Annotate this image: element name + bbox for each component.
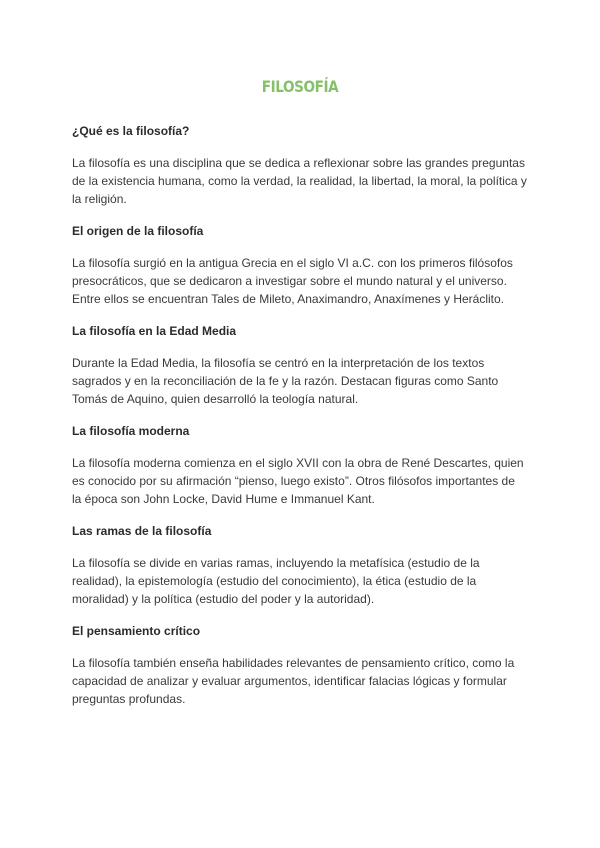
paragraph-line: La filosofía es una disciplina que se dedica a reflexionar sobre las grandes preguntas [72,156,525,170]
section-heading: La filosofía moderna [72,424,190,438]
section [72,622,542,708]
section-heading: El pensamiento crítico [72,624,201,638]
paragraph-line: La filosofía moderna comienza en el siglo XVII con la obra de René Descartes, quien [72,456,524,470]
paragraph-line: la religión. [72,192,127,206]
paragraph-line: presocráticos, que se dedicaron a investigar sobre el mundo natural y el universo. [72,274,507,288]
document-body [72,122,542,722]
document-title: FILOSOFÍA [261,77,339,96]
section-heading: El origen de la filosofía [72,224,204,238]
section-paragraph [72,154,542,208]
section-paragraph [72,354,542,408]
section-heading: La filosofía en la Edad Media [72,324,237,338]
section [72,522,542,608]
paragraph-line: Tomás de Aquino, quien desarrolló la teología natural. [72,392,359,406]
section-paragraph [72,254,542,308]
paragraph-line: realidad), la epistemología (estudio del conocimiento), la ética (estudio de la [72,574,477,588]
section [72,222,542,308]
section [72,322,542,408]
paragraph-line: sagrados y en la reconciliación de la fe y la razón. Destacan figuras como Santo [72,374,499,388]
paragraph-line: es conocido por su afirmación “pienso, luego existo”. Otros filósofos importantes de [72,474,515,488]
paragraph-line: la época son John Locke, David Hume e Immanuel Kant. [72,492,375,506]
paragraph-line: preguntas profundas. [72,692,186,706]
section [72,422,542,508]
paragraph-line: La filosofía se divide en varias ramas, incluyendo la metafísica (estudio de la [72,556,480,570]
section-heading: Las ramas de la filosofía [72,524,212,538]
section-paragraph [72,454,542,508]
paragraph-line: Entre ellos se encuentran Tales de Mileto, Anaximandro, Anaxímenes y Heráclito. [72,292,505,306]
section-paragraph [72,654,542,708]
paragraph-line: moralidad) y la política (estudio del poder y la autoridad). [72,592,375,606]
paragraph-line: La filosofía también enseña habilidades relevantes de pensamiento crítico, como la [72,656,515,670]
paragraph-line: Durante la Edad Media, la filosofía se centró en la interpretación de los textos [72,356,485,370]
paragraph-line: La filosofía surgió en la antigua Grecia en el siglo VI a.C. con los primeros filósofos [72,256,513,270]
section-paragraph [72,554,542,608]
paragraph-line: capacidad de analizar y evaluar argumentos, identificar falacias lógicas y formular [72,674,507,688]
paragraph-line: de la existencia humana, como la verdad, la realidad, la libertad, la moral, la política y [72,174,527,188]
section [72,122,542,208]
section-heading: ¿Qué es la filosofía? [72,124,190,138]
